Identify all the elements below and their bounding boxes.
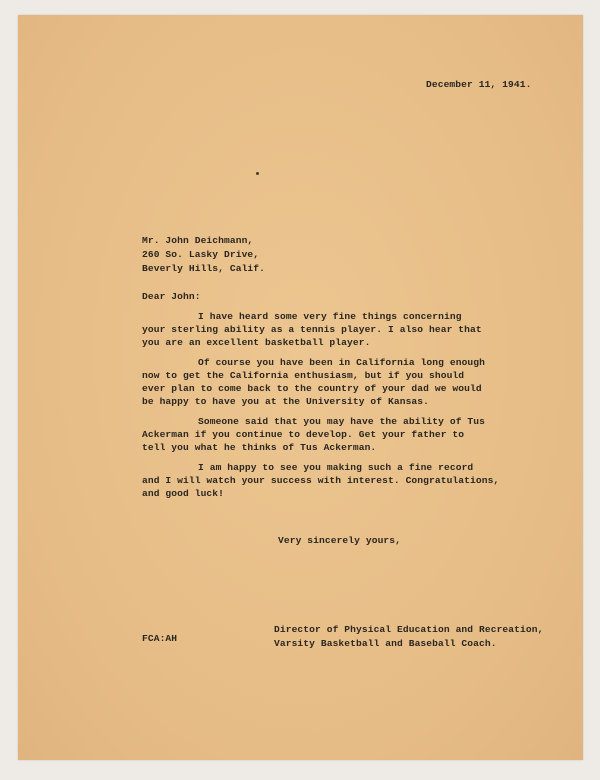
body-line: you are an excellent basketball player. xyxy=(142,337,371,348)
body-line: now to get the California enthusiasm, but if you should xyxy=(142,370,465,381)
salutation: Dear John: xyxy=(142,291,201,302)
body-line: Someone said that you may have the ability of Tus xyxy=(198,416,486,427)
body-line: and I will watch your success with interest. Congratulations, xyxy=(142,475,500,486)
body-line: I am happy to see you making such a fine record xyxy=(198,462,474,473)
body-line: Of course you have been in California long enough xyxy=(198,357,486,368)
address-line: Beverly Hills, Calif. xyxy=(142,263,266,274)
body-line: your sterling ability as a tennis player. I also hear that xyxy=(142,324,482,335)
body-line: be happy to have you at the University of Kansas. xyxy=(142,396,430,407)
body-line: I have heard some very fine things concerning xyxy=(198,311,462,322)
paper-mark xyxy=(256,172,259,175)
body-line: Ackerman if you continue to develop. Get your father to xyxy=(142,429,465,440)
title-line: Varsity Basketball and Baseball Coach. xyxy=(274,638,497,649)
typist-initials: FCA:AH xyxy=(142,633,178,644)
body-line: tell you what he thinks of Tus Ackerman. xyxy=(142,442,377,453)
address-line: 260 So. Lasky Drive, xyxy=(142,249,260,260)
body-line: and good luck! xyxy=(142,488,225,499)
letter-page xyxy=(18,15,583,760)
body-line: ever plan to come back to the country of your dad we would xyxy=(142,383,482,394)
closing: Very sincerely yours, xyxy=(278,535,402,546)
address-line: Mr. John Deichmann, xyxy=(142,235,254,246)
letter-date: December 11, 1941. xyxy=(426,79,532,90)
title-line: Director of Physical Education and Recreation, xyxy=(274,624,544,635)
